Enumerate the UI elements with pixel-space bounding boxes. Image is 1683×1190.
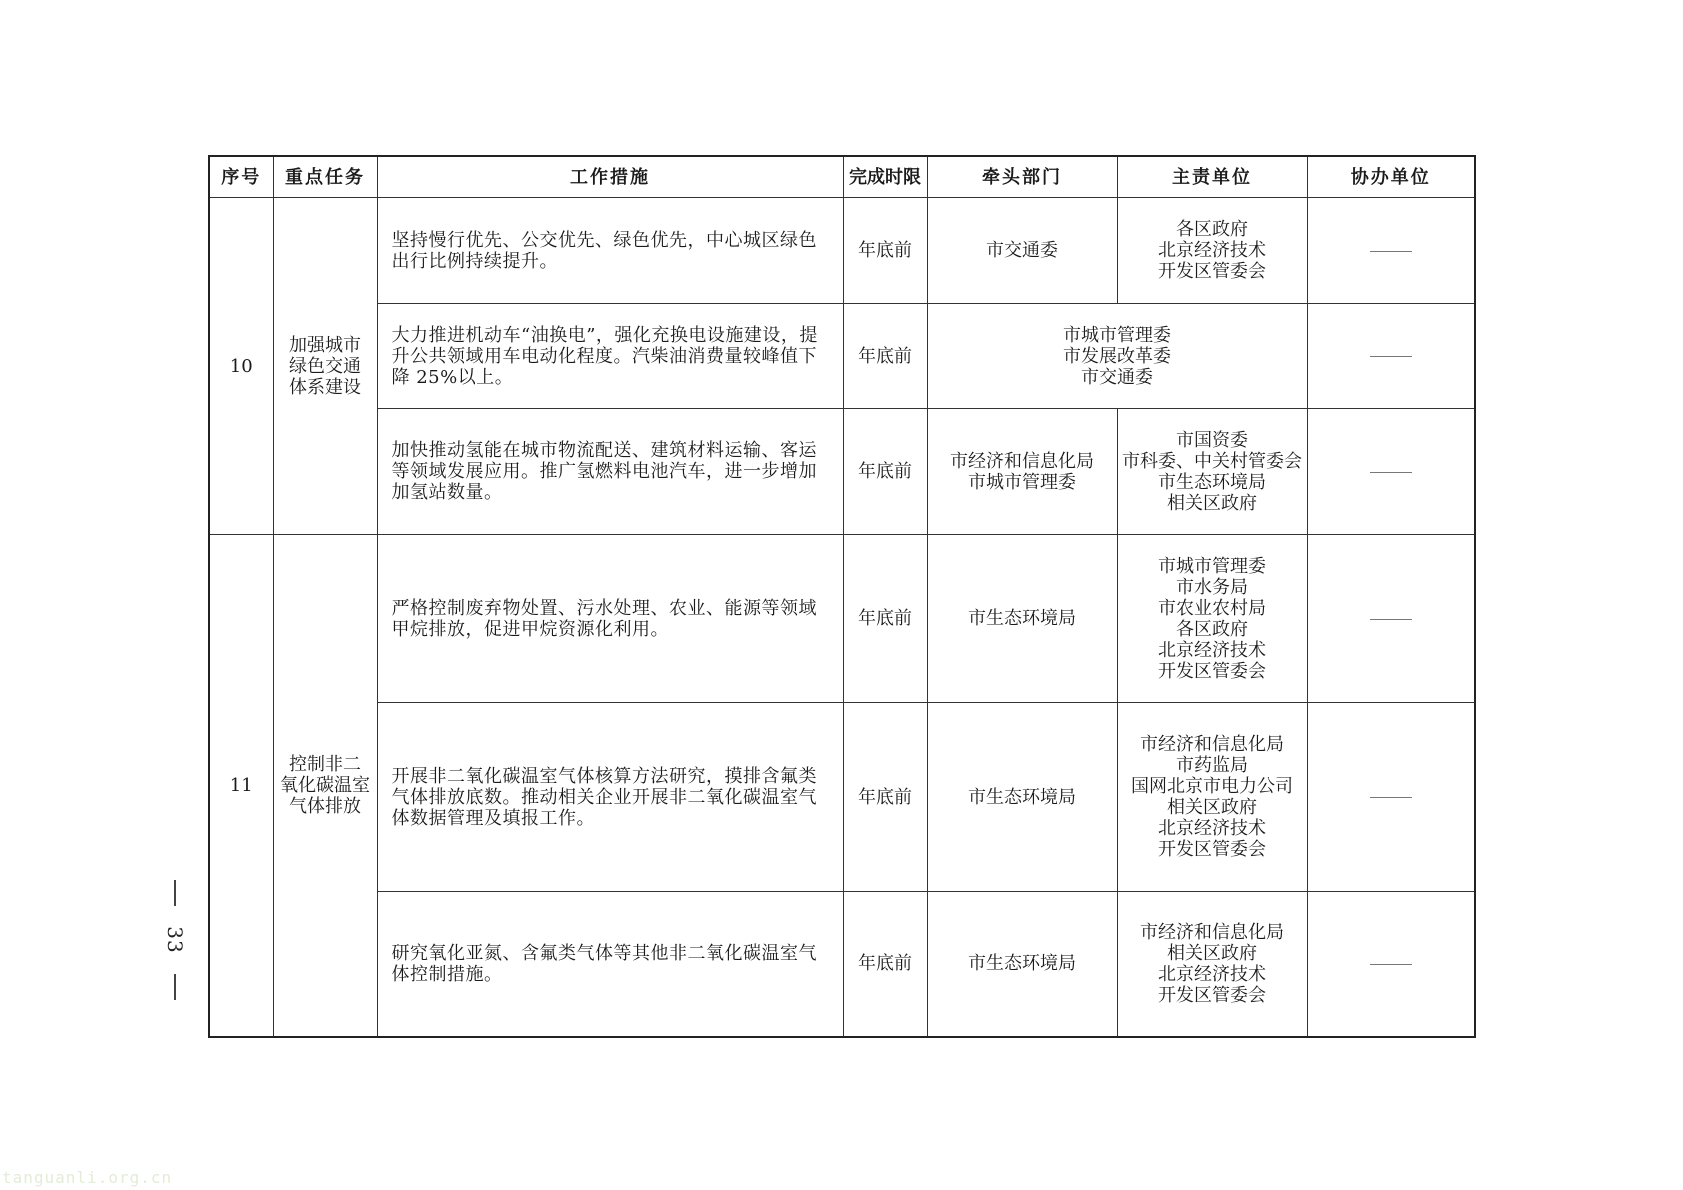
task-line: 绿色交通 (289, 355, 361, 377)
table-header-row (209, 156, 1475, 198)
responsible-line: 市经济和信息化局 (1140, 921, 1284, 943)
header-responsible: 主责单位 (1117, 156, 1307, 198)
page-number (160, 880, 190, 1000)
responsible-line: 市药监局 (1176, 755, 1248, 776)
page-number-bar-bottom (174, 974, 176, 1000)
responsible-cell (1117, 198, 1307, 304)
deadline-cell: 年底前 (843, 198, 927, 304)
assist-cell (1307, 535, 1475, 703)
page-number-bar-top (174, 880, 176, 906)
dash-placeholder (1370, 251, 1412, 252)
responsible-line: 市国资委 (1176, 429, 1248, 451)
task-line: 控制非二 (289, 753, 361, 775)
measure-cell: 加快推动氢能在城市物流配送、建筑材料运输、客运等领域发展应用。推广氢燃料电池汽车，进一步增加加氢站数量。 (377, 409, 843, 535)
measure-cell: 研究氧化亚氮、含氟类气体等其他非二氧化碳温室气体控制措施。 (377, 892, 843, 1037)
task-line: 气体排放 (289, 795, 361, 817)
lead-responsible-merged-cell (927, 304, 1307, 409)
watermark: tanguanli.org.cn (2, 1168, 173, 1187)
header-task: 重点任务 (273, 156, 377, 198)
dash-placeholder (1370, 472, 1412, 473)
lead-line: 市生态环境局 (968, 786, 1076, 808)
lead-cell (927, 409, 1117, 535)
responsible-line: 相关区政府 (1167, 797, 1257, 818)
assist-cell (1307, 198, 1475, 304)
lead-line: 市发展改革委 (1063, 345, 1171, 367)
measure-cell: 开展非二氧化碳温室气体核算方法研究，摸排含氟类气体排放底数。推动相关企业开展非二氧化碳温室气体数据管理及填报工作。 (377, 703, 843, 892)
table-row (209, 535, 1475, 703)
lead-line: 市城市管理委 (968, 471, 1076, 493)
responsible-line: 市经济和信息化局 (1140, 734, 1284, 755)
table-row (209, 304, 1475, 409)
seq-cell: 11 (209, 535, 273, 1037)
dash-placeholder (1370, 964, 1412, 965)
lead-cell (927, 892, 1117, 1037)
header-lead: 牵头部门 (927, 156, 1117, 198)
responsible-line: 开发区管委会 (1158, 984, 1266, 1006)
responsible-cell (1117, 703, 1307, 892)
responsible-line: 相关区政府 (1167, 492, 1257, 514)
lead-line: 市交通委 (986, 240, 1058, 261)
assist-cell (1307, 892, 1475, 1037)
measure-cell: 严格控制废弃物处置、污水处理、农业、能源等领域甲烷排放，促进甲烷资源化利用。 (377, 535, 843, 703)
deadline-cell: 年底前 (843, 409, 927, 535)
responsible-line: 北京经济技术 (1158, 818, 1266, 839)
table-row (209, 892, 1475, 1037)
lead-cell (927, 703, 1117, 892)
measure-cell: 坚持慢行优先、公交优先、绿色优先，中心城区绿色出行比例持续提升。 (377, 198, 843, 304)
responsible-line: 开发区管委会 (1158, 660, 1266, 682)
lead-line: 市交通委 (1081, 366, 1153, 388)
lead-line: 市生态环境局 (968, 608, 1076, 629)
assist-cell (1307, 703, 1475, 892)
responsible-line: 开发区管委会 (1158, 261, 1266, 282)
dash-placeholder (1370, 356, 1412, 357)
responsible-line: 北京经济技术 (1158, 963, 1266, 985)
responsible-cell (1117, 892, 1307, 1037)
task-cell (273, 535, 377, 1037)
deadline-cell: 年底前 (843, 304, 927, 409)
task-cell (273, 198, 377, 535)
lead-cell (927, 535, 1117, 703)
responsible-line: 市水务局 (1176, 576, 1248, 598)
assist-cell (1307, 409, 1475, 535)
header-deadline: 完成时限 (843, 156, 927, 198)
lead-line: 市生态环境局 (968, 953, 1076, 975)
task-line: 氧化碳温室 (280, 774, 370, 796)
responsible-line: 相关区政府 (1167, 942, 1257, 964)
table-row (209, 409, 1475, 535)
task-line: 加强城市 (289, 334, 361, 356)
lead-line: 市经济和信息化局 (950, 450, 1094, 472)
header-seq: 序号 (209, 156, 273, 198)
table-row (209, 198, 1475, 304)
assist-cell (1307, 304, 1475, 409)
deadline-cell: 年底前 (843, 892, 927, 1037)
responsible-cell (1117, 535, 1307, 703)
header-measure: 工作措施 (377, 156, 843, 198)
dash-placeholder (1370, 797, 1412, 798)
task-table (208, 155, 1476, 1038)
task-line: 体系建设 (289, 376, 361, 398)
responsible-line: 国网北京市电力公司 (1131, 776, 1293, 797)
responsible-cell (1117, 409, 1307, 535)
responsible-line: 北京经济技术 (1158, 240, 1266, 261)
responsible-line: 北京经济技术 (1158, 639, 1266, 661)
responsible-line: 市科委、中关村管委会 (1122, 450, 1302, 472)
measure-cell: 大力推进机动车“油换电”，强化充换电设施建设，提升公共领域用车电动化程度。汽柴油消费量较峰值下降 25%以上。 (377, 304, 843, 409)
responsible-line: 开发区管委会 (1158, 839, 1266, 860)
deadline-cell: 年底前 (843, 703, 927, 892)
page-number-value: 33 (163, 926, 187, 954)
responsible-line: 各区政府 (1176, 219, 1248, 240)
responsible-line: 市农业农村局 (1158, 597, 1266, 619)
responsible-line: 市生态环境局 (1158, 471, 1266, 493)
deadline-cell: 年底前 (843, 535, 927, 703)
lead-cell (927, 198, 1117, 304)
dash-placeholder (1370, 619, 1412, 620)
table-row (209, 703, 1475, 892)
header-assist: 协办单位 (1307, 156, 1475, 198)
seq-cell: 10 (209, 198, 273, 535)
responsible-line: 市城市管理委 (1158, 555, 1266, 577)
responsible-line: 各区政府 (1176, 618, 1248, 640)
lead-line: 市城市管理委 (1063, 324, 1171, 346)
